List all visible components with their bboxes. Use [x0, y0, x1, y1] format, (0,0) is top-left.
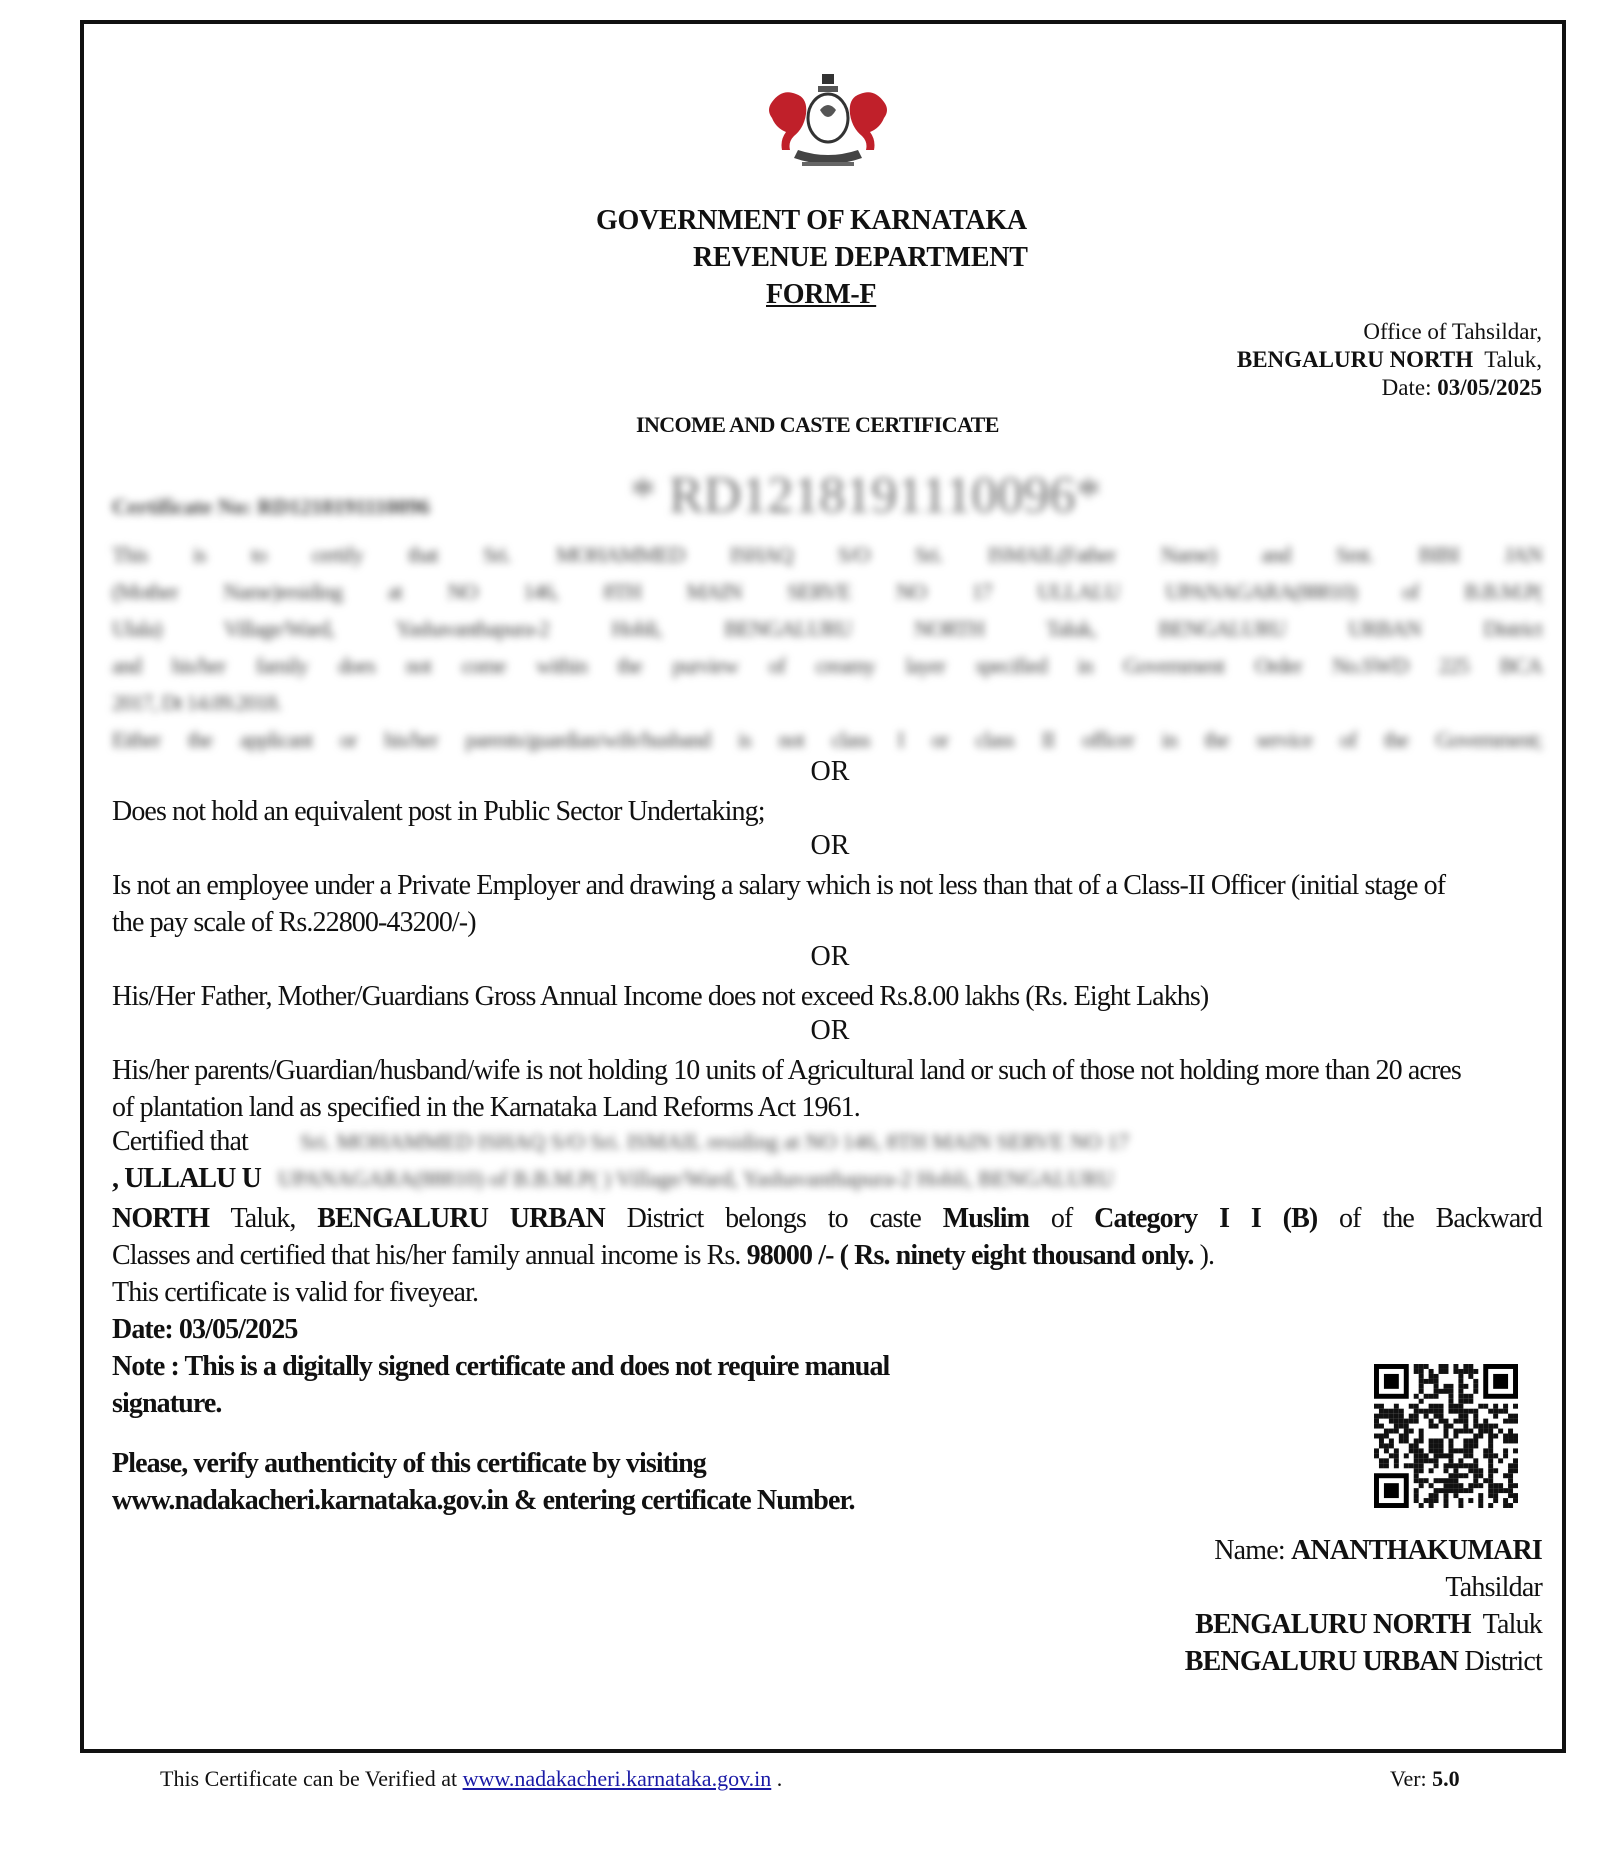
- redacted-line: Ulala) Village/Ward, Yashavanthapura-2 Hobli, BENGALURU NORTH Taluk, BENGALURU URBAN District: [112, 616, 1542, 641]
- certificate-date: Date: 03/05/2025: [112, 1314, 298, 1345]
- clause-income-limit: His/Her Father, Mother/Guardians Gross Annual Income does not exceed Rs.8.00 lakhs (Rs. Eight Lakhs): [112, 981, 1209, 1012]
- income-text: Classes and certified that his/her family annual income is Rs.: [112, 1240, 741, 1271]
- redacted-cert-line: Certificate No: RD1218191110096: [112, 494, 430, 519]
- dept-title: REVENUE DEPARTMENT: [693, 242, 1028, 273]
- qr-code-icon: [1374, 1364, 1518, 1508]
- office-block: [1237, 318, 1542, 402]
- or-separator: OR: [810, 941, 850, 972]
- caste-value: Muslim: [942, 1203, 1030, 1234]
- redacted-paragraph: [112, 536, 1542, 758]
- certified-that-label: Certified that: [112, 1126, 248, 1157]
- verify-line: Please, verify authenticity of this certificate by visiting: [112, 1448, 706, 1479]
- clause-land-holding: [112, 1052, 1542, 1126]
- name-value: ANANTHAKUMARI: [1291, 1535, 1542, 1566]
- caste-line: [112, 1200, 1542, 1519]
- karnataka-emblem-icon: [762, 72, 894, 172]
- note-line: signature.: [112, 1388, 222, 1419]
- income-amount: 98000 /- (: [746, 1240, 849, 1271]
- redacted-line: This is to certify that Sri. MOHAMMED ISHAQ S/O Sri. ISMAIL(Father Name) and Smt. BIBI JAN: [112, 542, 1542, 567]
- office-taluk: [1237, 346, 1542, 374]
- redacted-line: Either the applicant or his/her parents/guardian/wife/husband is not class I or class II officer in the service of the Government;: [112, 727, 1542, 752]
- clause-line: of plantation land as specified in the Karnataka Land Reforms Act 1961.: [112, 1092, 860, 1123]
- validity-text: This certificate is valid for fiveyear.: [112, 1277, 479, 1308]
- or-separator: OR: [810, 1015, 850, 1046]
- signatory-taluk-name: BENGALURU NORTH: [1195, 1609, 1471, 1640]
- belongs-to-caste: District belongs to caste: [626, 1203, 921, 1234]
- or-separator: OR: [810, 756, 850, 787]
- signatory-taluk: [1185, 1606, 1542, 1643]
- footer-version: [1390, 1766, 1460, 1792]
- of-text: of: [1050, 1203, 1073, 1234]
- income-line: [112, 1237, 1542, 1274]
- clause-line: the pay scale of Rs.22800-43200/-): [112, 907, 476, 938]
- redacted-certified-details: UPANAGARA(88810) of B.B.M.P( ) Village/Ward, Yashavanthapura-2 Hobli, BENGALURU: [278, 1166, 1114, 1191]
- redacted-cert-number: * RD1218191110096*: [630, 467, 1102, 524]
- taluk-label: Taluk,: [230, 1203, 296, 1234]
- version-value: 5.0: [1432, 1766, 1460, 1791]
- taluk-north: NORTH: [112, 1203, 210, 1234]
- clause-line: Is not an employee under a Private Employer and drawing a salary which is not less than that of a Class-II Officer (initial stage of: [112, 870, 1446, 901]
- redacted-line: 2017, Dt 14.09.2018.: [112, 690, 282, 715]
- clause-private-employer: [112, 867, 1542, 941]
- office-date-value: 03/05/2025: [1437, 375, 1542, 400]
- redacted-certified-details: Sri. MOHAMMED ISHAQ S/O Sri. ISMAIL residing at NO 146, 8TH MAIN SERVE NO 17: [300, 1129, 1130, 1154]
- income-words: Rs. ninety eight thousand only.: [854, 1240, 1194, 1271]
- income-close: ).: [1199, 1240, 1215, 1271]
- category-value: Category I I (B): [1094, 1203, 1318, 1234]
- form-title: FORM-F: [766, 279, 877, 310]
- backward-text: of the Backward: [1339, 1203, 1542, 1234]
- version-label: Ver:: [1390, 1766, 1427, 1791]
- signatory-district: [1185, 1643, 1542, 1680]
- govt-title: GOVERNMENT OF KARNATAKA: [596, 205, 1027, 236]
- office-taluk-name: BENGALURU NORTH: [1236, 347, 1474, 372]
- signatory-designation: Tahsildar: [1445, 1572, 1542, 1603]
- office-date: [1237, 374, 1542, 402]
- signatory-taluk-label: Taluk: [1482, 1609, 1542, 1640]
- office-date-label: Date:: [1381, 375, 1432, 400]
- clause-public-sector: Does not hold an equivalent post in Public Sector Undertaking;: [112, 796, 765, 827]
- redacted-line: and his/her family does not come within the purview of creamy layer specified in Government Order No.SWD 225 BCA: [112, 653, 1542, 678]
- clause-line: His/her parents/Guardian/husband/wife is not holding 10 units of Agricultural land or such of those not holding more than 20 acres: [112, 1055, 1461, 1086]
- verify-line: www.nadakacheri.karnataka.gov.in & entering certificate Number.: [112, 1485, 855, 1516]
- office-taluk-label: Taluk,: [1484, 347, 1542, 372]
- signatory-district-label: District: [1464, 1646, 1542, 1677]
- signatory-district-name: BENGALURU URBAN: [1184, 1646, 1459, 1677]
- footer-verify: [160, 1766, 782, 1792]
- note-line: Note : This is a digitally signed certificate and does not require manual: [112, 1351, 890, 1382]
- name-label: Name:: [1214, 1535, 1285, 1566]
- footer-period: .: [776, 1766, 783, 1791]
- signatory-name: [1185, 1532, 1542, 1569]
- caste-line-content: [112, 1200, 1542, 1237]
- footer-verify-text: This Certificate can be Verified at: [160, 1766, 458, 1791]
- signatory-block: [1185, 1532, 1542, 1680]
- footer-url-link[interactable]: www.nadakacheri.karnataka.gov.in: [462, 1766, 772, 1791]
- district-name: BENGALURU URBAN: [317, 1203, 605, 1234]
- or-separator: OR: [810, 830, 850, 861]
- office-line: Office of Tahsildar,: [1363, 319, 1542, 344]
- redacted-line: (Mother Name)residing at NO 146, 8TH MAIN SERVE NO 17 ULLALU UPANAGARA(88810) of B.B.M.P(: [112, 579, 1542, 604]
- ullalu-text: , ULLALU U: [112, 1163, 261, 1194]
- spacer: [112, 1422, 1542, 1445]
- certificate-title: INCOME AND CASTE CERTIFICATE: [636, 412, 999, 437]
